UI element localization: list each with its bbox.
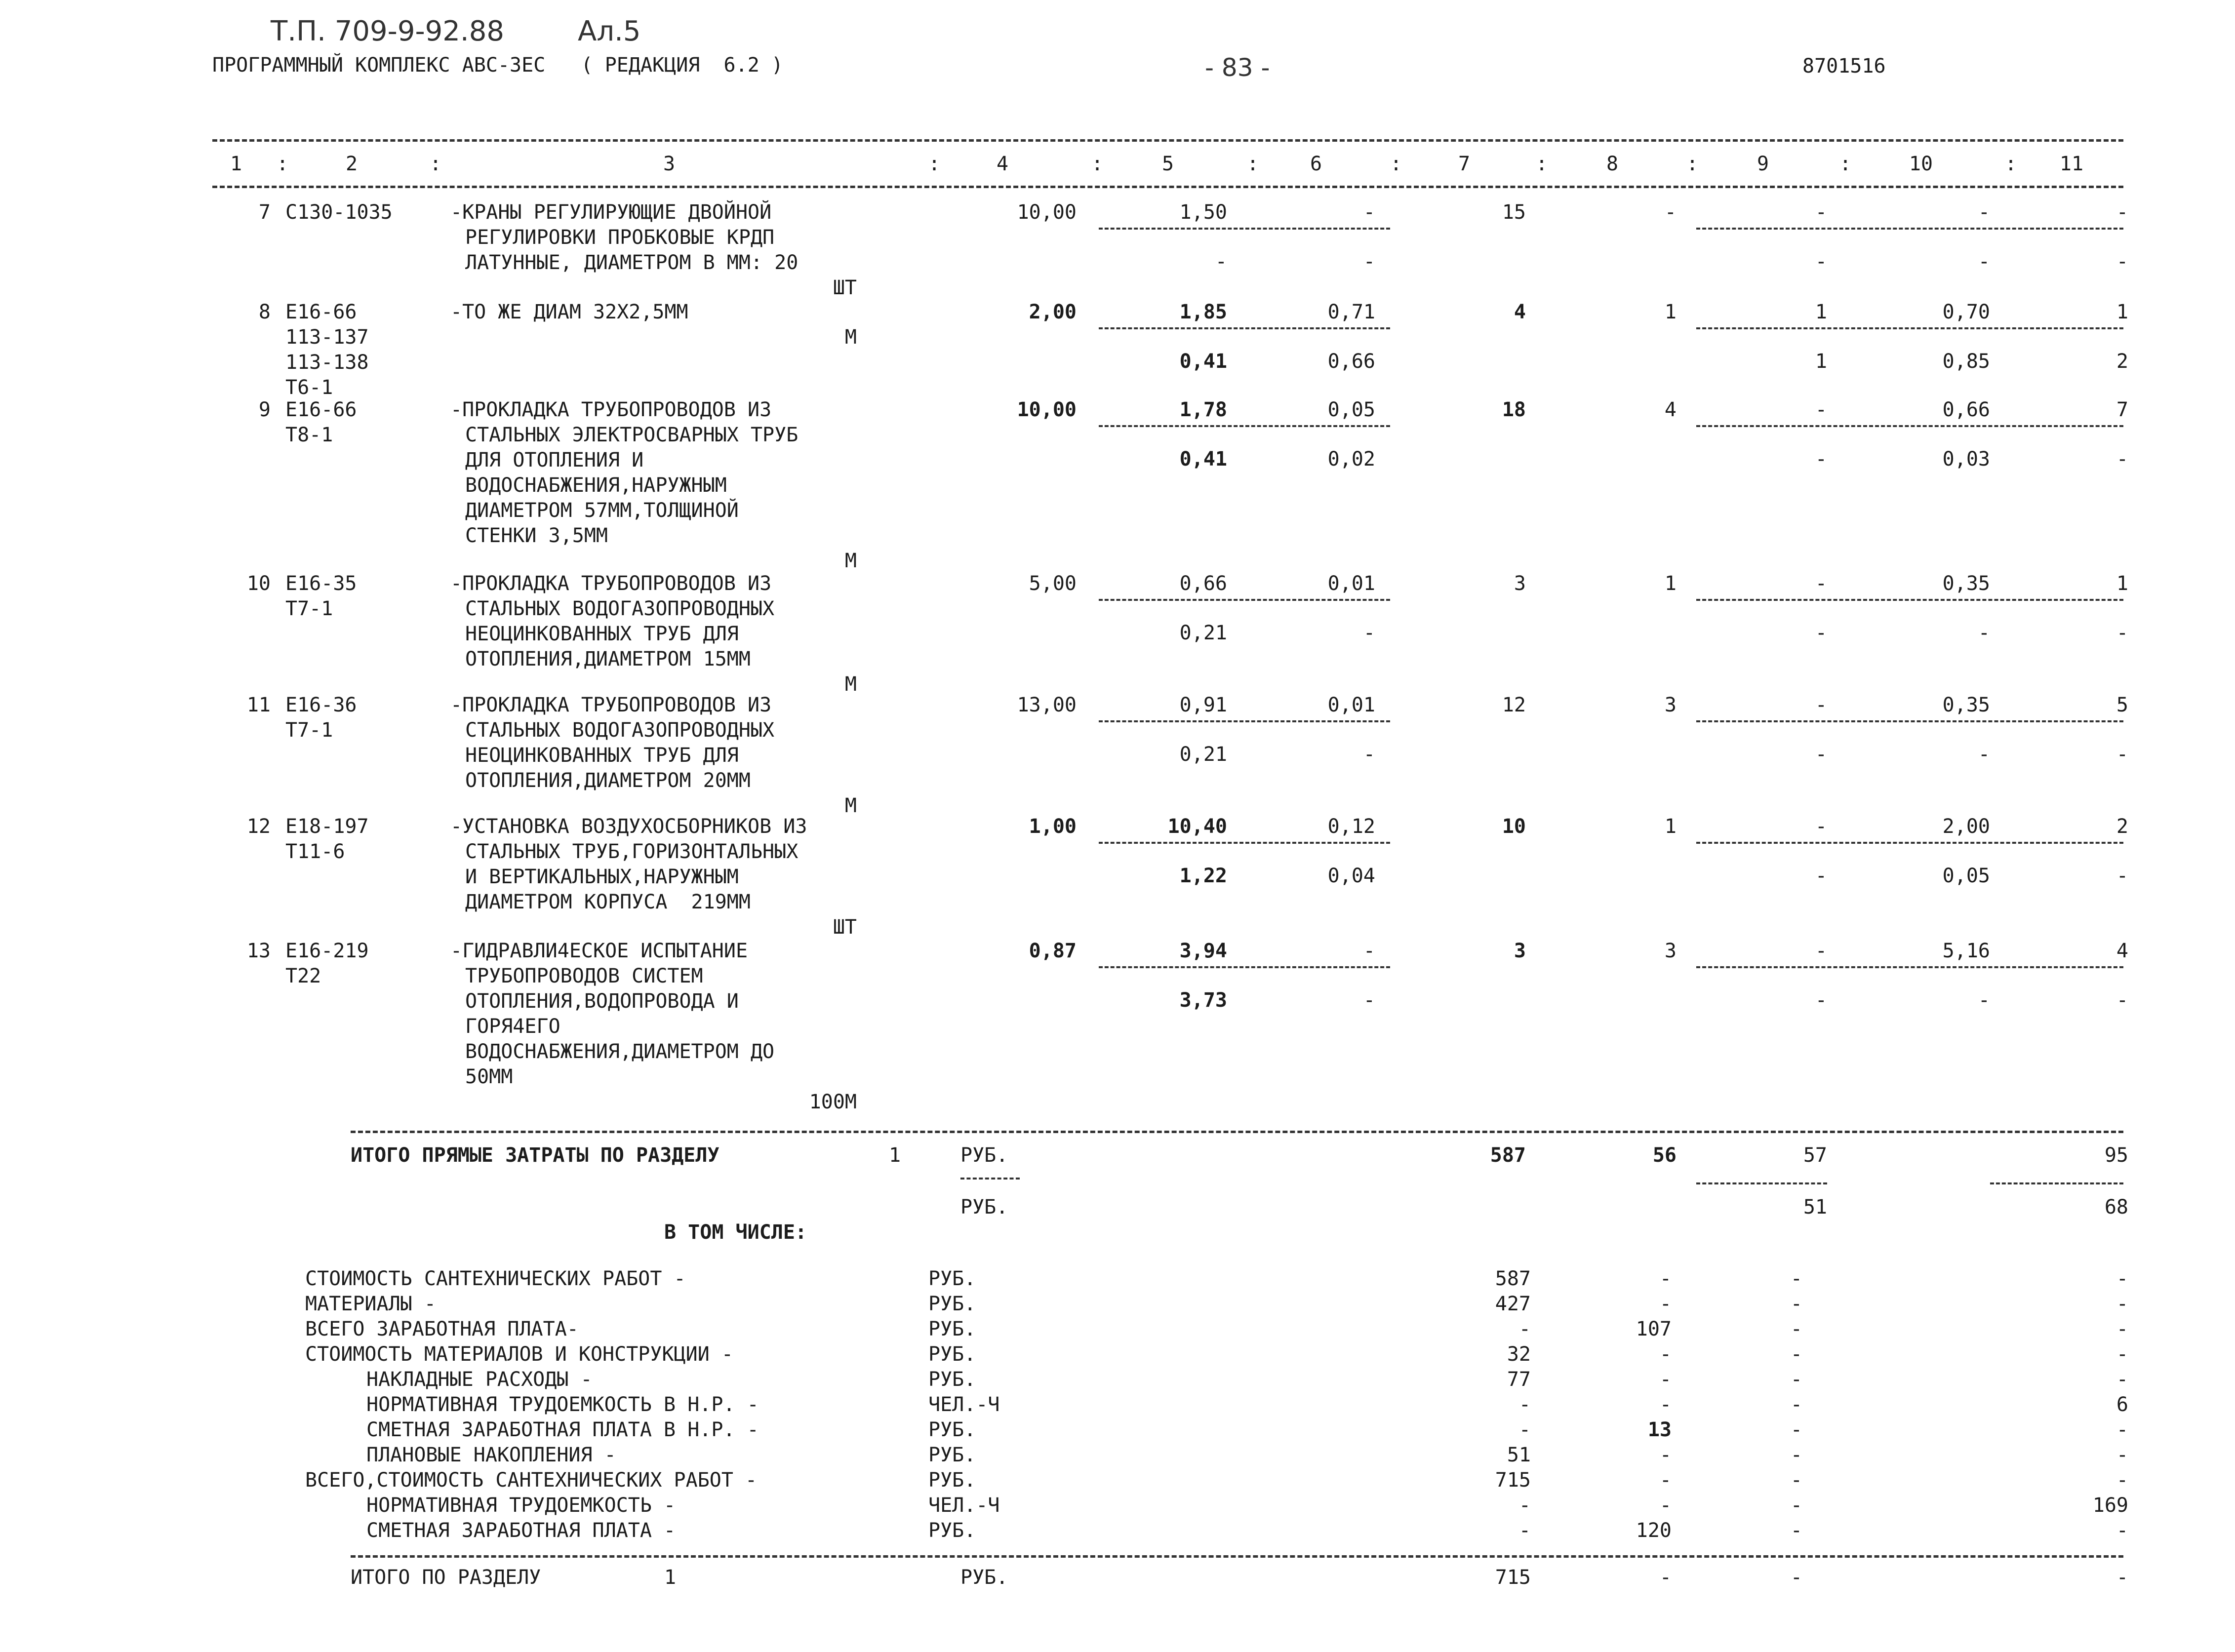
summary-labor: - — [1659, 1343, 1672, 1366]
summary-hours: 169 — [2092, 1494, 2128, 1517]
summary-unit: РУБ. — [928, 1519, 976, 1542]
machine-hours-total: 2 — [2116, 350, 2128, 373]
summary-unit: РУБ. — [928, 1343, 976, 1366]
work-description: СТЕНКИ 3,5ММ — [465, 524, 608, 547]
machine-wage: - — [1815, 250, 1827, 273]
labor-cost: 1 — [1664, 301, 1676, 323]
column-header-2: 2 — [345, 153, 358, 175]
fraction-rule — [1696, 966, 2123, 968]
labor-cost: 1 — [1664, 815, 1676, 838]
unit-machine-wage: 0,04 — [1327, 865, 1375, 887]
summary-label: СМЕТНАЯ ЗАРАБОТНАЯ ПЛАТА В Н.Р. - — [366, 1418, 759, 1441]
summary-cost: - — [1518, 1519, 1531, 1542]
unit-cost-total: 10,40 — [1167, 815, 1227, 838]
rate-code: Т22 — [285, 965, 321, 987]
summary-cost: 715 — [1495, 1469, 1531, 1492]
summary-hours: - — [2116, 1368, 2128, 1391]
unit-cost-total: 1,50 — [1179, 201, 1227, 224]
machine-hours-total: - — [2116, 448, 2128, 471]
machine-cost: 1 — [1815, 301, 1827, 323]
work-description: ДИАМЕТРОМ 57ММ,ТОЛЩИНОЙ — [465, 499, 739, 522]
total-cost: 3 — [1514, 940, 1526, 962]
total-cost: 18 — [1502, 398, 1526, 421]
quantity-value: 1,00 — [1029, 815, 1077, 838]
program-title: ПРОГРАММНЫЙ КОМПЛЕКС АВС-3ЕС ( РЕДАКЦИЯ 6.2 ) — [212, 54, 783, 77]
summary-machines: - — [1790, 1494, 1802, 1517]
machine-cost: - — [1815, 694, 1827, 716]
summary-label: СТОИМОСТЬ САНТЕХНИЧЕСКИХ РАБОТ - — [305, 1267, 686, 1290]
labor-cost: 3 — [1664, 694, 1676, 716]
summary-hours: - — [2116, 1293, 2128, 1315]
summary-labor: - — [1659, 1393, 1672, 1416]
summary-label: СТОИМОСТЬ МАТЕРИАЛОВ И КОНСТРУКЦИИ - — [305, 1343, 733, 1366]
section-total-top-rule — [351, 1555, 2123, 1558]
summary-unit: РУБ. — [928, 1267, 976, 1290]
fraction-rule — [1099, 228, 1390, 230]
machine-wage: - — [1815, 989, 1827, 1012]
machine-hours-total: - — [2116, 743, 2128, 766]
unit-cost-machines: 0,71 — [1327, 301, 1375, 323]
summary-cost: 77 — [1507, 1368, 1531, 1391]
column-header-3: 3 — [663, 153, 676, 175]
summary-unit: ЧЕЛ.-Ч — [928, 1494, 1000, 1517]
work-description: -УСТАНОВКА ВОЗДУХОСБОРНИКОВ ИЗ — [450, 815, 807, 838]
column-separator: : — [1686, 153, 1699, 175]
summary-hours: - — [2116, 1267, 2128, 1290]
column-header-1: 1 — [230, 153, 242, 175]
total-cost: 12 — [1502, 694, 1526, 716]
direct-total-top-rule — [351, 1131, 2123, 1133]
summary-machines: - — [1790, 1293, 1802, 1315]
unit-wage: - — [1215, 250, 1227, 273]
unit-wage: 0,21 — [1179, 622, 1227, 644]
page-number: - 83 - — [1205, 53, 1270, 82]
direct-total-machine-wage: 51 — [1803, 1196, 1827, 1219]
unit-cost-machines: 0,12 — [1327, 815, 1375, 838]
machine-cost: - — [1815, 398, 1827, 421]
summary-labor: - — [1659, 1494, 1672, 1517]
fraction-rule — [1099, 966, 1390, 968]
labor-hours-total: 2 — [2116, 815, 2128, 838]
item-number: 8 — [258, 301, 271, 323]
total-cost: 15 — [1502, 201, 1526, 224]
rate-code: 113-138 — [285, 351, 369, 374]
labor-hours-total: 4 — [2116, 940, 2128, 962]
work-description: ВОДОСНАБЖЕНИЯ,НАРУЖНЫМ — [465, 474, 727, 497]
unit-cost-total: 1,85 — [1179, 301, 1227, 323]
unit-machine-wage: - — [1363, 250, 1375, 273]
fraction-rule — [1696, 228, 2123, 230]
machine-hours-unit: 0,05 — [1942, 865, 1990, 887]
summary-label: НОРМАТИВНАЯ ТРУДОЕМКОСТЬ В Н.Р. - — [366, 1393, 759, 1416]
work-description: СТАЛЬНЫХ ВОДОГАЗОПРОВОДНЫХ — [465, 719, 775, 742]
fraction-rule — [960, 1178, 1020, 1180]
machine-hours-unit: - — [1978, 622, 1990, 644]
item-number: 13 — [246, 940, 271, 962]
unit-of-measure: М — [844, 794, 857, 817]
column-separator: : — [1536, 153, 1548, 175]
machine-hours-unit: 0,85 — [1942, 350, 1990, 373]
summary-labor: - — [1659, 1444, 1672, 1466]
summary-cost: 427 — [1495, 1293, 1531, 1315]
work-description: ГОРЯ4ЕГО — [465, 1015, 560, 1038]
summary-machines: - — [1790, 1444, 1802, 1466]
unit-of-measure: 100М — [809, 1091, 857, 1113]
summary-hours: 6 — [2116, 1393, 2128, 1416]
column-header-7: 7 — [1458, 153, 1471, 175]
unit-wage: 3,73 — [1179, 989, 1227, 1012]
unit-of-measure: ШТ — [833, 276, 857, 299]
machine-hours-unit: 0,03 — [1942, 448, 1990, 471]
column-header-9: 9 — [1756, 153, 1769, 175]
fraction-rule — [1099, 327, 1390, 329]
labor-hours-total: 7 — [2116, 398, 2128, 421]
summary-label: ПЛАНОВЫЕ НАКОПЛЕНИЯ - — [366, 1444, 616, 1466]
column-header-10: 10 — [1909, 153, 1933, 175]
rate-code: Т7-1 — [285, 719, 333, 742]
labor-hours-unit: 0,66 — [1942, 398, 1990, 421]
section-total-hours: - — [2116, 1566, 2128, 1589]
summary-labor: 107 — [1636, 1318, 1672, 1340]
summary-cost: - — [1518, 1393, 1531, 1416]
machine-cost: - — [1815, 572, 1827, 595]
item-number: 10 — [246, 572, 271, 595]
quantity-value: 10,00 — [1017, 398, 1077, 421]
direct-total-machines: 57 — [1803, 1144, 1827, 1167]
machine-wage: - — [1815, 622, 1827, 644]
quantity-value: 5,00 — [1029, 572, 1077, 595]
rate-code: Е16-219 — [285, 940, 369, 962]
column-header-11: 11 — [2059, 153, 2084, 175]
work-description: ДЛЯ ОТОПЛЕНИЯ И — [465, 449, 644, 472]
work-description: И ВЕРТИКАЛЬНЫХ,НАРУЖНЫМ — [465, 865, 739, 888]
quantity-value: 10,00 — [1017, 201, 1077, 224]
work-description: -ПРОКЛАДКА ТРУБОПРОВОДОВ ИЗ — [450, 694, 772, 716]
direct-total-labor: 56 — [1652, 1144, 1676, 1167]
summary-unit: РУБ. — [928, 1368, 976, 1391]
machine-hours-total: - — [2116, 989, 2128, 1012]
total-cost: 4 — [1514, 301, 1526, 323]
labor-cost: 3 — [1664, 940, 1676, 962]
summary-cost: 32 — [1507, 1343, 1531, 1366]
direct-total-hours: 95 — [2104, 1144, 2128, 1167]
unit-cost-total: 3,94 — [1179, 940, 1227, 962]
column-separator: : — [430, 153, 442, 175]
machine-cost: - — [1815, 940, 1827, 962]
column-separator: : — [1390, 153, 1402, 175]
summary-labor: - — [1659, 1293, 1672, 1315]
section-total-cost: 715 — [1495, 1566, 1531, 1589]
fraction-rule — [1696, 425, 2123, 427]
album-number: Ал.5 — [578, 15, 641, 47]
quantity-value: 2,00 — [1029, 301, 1077, 323]
rate-code: С130-1035 — [285, 201, 393, 224]
fraction-rule — [1696, 599, 2123, 601]
work-description: 50ММ — [465, 1065, 513, 1088]
summary-hours: - — [2116, 1444, 2128, 1466]
summary-unit: ЧЕЛ.-Ч — [928, 1393, 1000, 1416]
fraction-rule — [1696, 327, 2123, 329]
summary-cost: - — [1518, 1494, 1531, 1517]
header-bottom-rule — [212, 186, 2123, 188]
summary-label: СМЕТНАЯ ЗАРАБОТНАЯ ПЛАТА - — [366, 1519, 676, 1542]
unit-cost-total: 0,91 — [1179, 694, 1227, 716]
labor-hours-total: 1 — [2116, 301, 2128, 323]
labor-hours-unit: 2,00 — [1942, 815, 1990, 838]
unit-cost-total: 1,78 — [1179, 398, 1227, 421]
unit-of-measure: М — [844, 673, 857, 696]
unit-cost-machines: 0,01 — [1327, 694, 1375, 716]
total-cost: 10 — [1502, 815, 1526, 838]
work-description: ЛАТУННЫЕ, ДИАМЕТРОМ В ММ: 20 — [465, 251, 798, 274]
summary-unit: РУБ. — [928, 1318, 976, 1340]
column-header-8: 8 — [1606, 153, 1619, 175]
summary-machines: - — [1790, 1368, 1802, 1391]
fraction-rule — [1696, 842, 2123, 844]
unit-cost-machines: - — [1363, 201, 1375, 224]
summary-label: ВСЕГО,СТОИМОСТЬ САНТЕХНИЧЕСКИХ РАБОТ - — [305, 1469, 758, 1492]
labor-cost: 1 — [1664, 572, 1676, 595]
summary-machines: - — [1790, 1393, 1802, 1416]
summary-hours: - — [2116, 1469, 2128, 1492]
work-description: -ПРОКЛАДКА ТРУБОПРОВОДОВ ИЗ — [450, 572, 772, 595]
unit-wage: 1,22 — [1179, 865, 1227, 887]
work-description: НЕОЦИНКОВАННЫХ ТРУБ ДЛЯ — [465, 744, 739, 767]
direct-total-label: ИТОГО ПРЯМЫЕ ЗАТРАТЫ ПО РАЗДЕЛУ — [351, 1144, 719, 1167]
item-number: 9 — [258, 398, 271, 421]
work-description: СТАЛЬНЫХ ВОДОГАЗОПРОВОДНЫХ — [465, 597, 775, 620]
column-header-5: 5 — [1161, 153, 1174, 175]
quantity-value: 13,00 — [1017, 694, 1077, 716]
summary-labor: - — [1659, 1469, 1672, 1492]
work-description: -ГИДРАВЛИ4ЕСКОЕ ИСПЫТАНИЕ — [450, 940, 748, 962]
rate-code: Е16-66 — [285, 301, 357, 323]
unit-wage: 0,41 — [1179, 350, 1227, 373]
work-description: СТАЛЬНЫХ ЭЛЕКТРОСВАРНЫХ ТРУБ — [465, 424, 798, 446]
labor-hours-total: - — [2116, 201, 2128, 224]
summary-unit: РУБ. — [928, 1418, 976, 1441]
unit-wage: 0,21 — [1179, 743, 1227, 766]
labor-hours-unit: 0,70 — [1942, 301, 1990, 323]
machine-cost: - — [1815, 201, 1827, 224]
rate-code: Е18-197 — [285, 815, 369, 838]
column-separator: : — [277, 153, 289, 175]
summary-hours: - — [2116, 1343, 2128, 1366]
column-separator: : — [1247, 153, 1259, 175]
section-total-section: 1 — [664, 1566, 677, 1589]
summary-cost: - — [1518, 1318, 1531, 1340]
rate-code: Т11-6 — [285, 840, 345, 863]
summary-unit: РУБ. — [928, 1469, 976, 1492]
machine-wage: 1 — [1815, 350, 1827, 373]
rate-code: Е16-36 — [285, 694, 357, 716]
section-total-unit: РУБ. — [960, 1566, 1008, 1589]
document-code: Т.П. 709-9-92.88 — [271, 15, 504, 47]
unit-cost-machines: 0,05 — [1327, 398, 1375, 421]
direct-total-cost: 587 — [1490, 1144, 1526, 1167]
summary-labor: 120 — [1636, 1519, 1672, 1542]
unit-machine-wage: 0,02 — [1327, 448, 1375, 471]
summary-cost: 51 — [1507, 1444, 1531, 1466]
machine-wage: - — [1815, 448, 1827, 471]
document-number: 8701516 — [1802, 55, 1886, 78]
work-description: -ТО ЖЕ ДИАМ 32Х2,5ММ — [450, 301, 688, 323]
direct-total-unit: РУБ. — [960, 1144, 1008, 1167]
unit-cost-total: 0,66 — [1179, 572, 1227, 595]
total-cost: 3 — [1514, 572, 1526, 595]
work-description: НЕОЦИНКОВАННЫХ ТРУБ ДЛЯ — [465, 623, 739, 645]
work-description: ТРУБОПРОВОДОВ СИСТЕМ — [465, 965, 703, 987]
machine-wage: - — [1815, 743, 1827, 766]
summary-machines: - — [1790, 1267, 1802, 1290]
machine-hours-unit: - — [1978, 250, 1990, 273]
summary-label: НОРМАТИВНАЯ ТРУДОЕМКОСТЬ - — [366, 1494, 676, 1517]
work-description: СТАЛЬНЫХ ТРУБ,ГОРИЗОНТАЛЬНЫХ — [465, 840, 798, 863]
machine-hours-total: - — [2116, 865, 2128, 887]
table-top-rule — [212, 139, 2123, 142]
column-header-6: 6 — [1310, 153, 1322, 175]
fraction-rule — [1099, 599, 1390, 601]
machine-wage: - — [1815, 865, 1827, 887]
summary-machines: - — [1790, 1519, 1802, 1542]
machine-hours-total: - — [2116, 250, 2128, 273]
summary-hours: - — [2116, 1318, 2128, 1340]
labor-cost: 4 — [1664, 398, 1676, 421]
column-separator: : — [2005, 153, 2017, 175]
work-description: -КРАНЫ РЕГУЛИРУЮЩИЕ ДВОЙНОЙ — [450, 201, 772, 224]
rate-code: Т7-1 — [285, 597, 333, 620]
summary-machines: - — [1790, 1469, 1802, 1492]
summary-labor: 13 — [1647, 1418, 1672, 1441]
labor-hours-unit: 0,35 — [1942, 694, 1990, 716]
fraction-rule — [1099, 425, 1390, 427]
rate-code: Е16-35 — [285, 572, 357, 595]
column-header-4: 4 — [996, 153, 1009, 175]
machine-hours-unit: - — [1978, 743, 1990, 766]
labor-hours-unit: - — [1978, 201, 1990, 224]
column-separator: : — [1839, 153, 1852, 175]
unit-machine-wage: - — [1363, 743, 1375, 766]
fraction-rule — [1099, 842, 1390, 844]
work-description: ОТОПЛЕНИЯ,ВОДОПРОВОДА И — [465, 990, 739, 1013]
summary-hours: - — [2116, 1519, 2128, 1542]
labor-hours-total: 1 — [2116, 572, 2128, 595]
unit-machine-wage: - — [1363, 989, 1375, 1012]
column-separator: : — [1091, 153, 1104, 175]
unit-wage: 0,41 — [1179, 448, 1227, 471]
unit-machine-wage: - — [1363, 622, 1375, 644]
work-description: ОТОПЛЕНИЯ,ДИАМЕТРОМ 15ММ — [465, 648, 751, 670]
quantity-value: 0,87 — [1029, 940, 1077, 962]
summary-cost: - — [1518, 1418, 1531, 1441]
summary-unit: РУБ. — [928, 1293, 976, 1315]
fraction-rule — [1990, 1182, 2123, 1184]
summary-label: НАКЛАДНЫЕ РАСХОДЫ - — [366, 1368, 593, 1391]
item-number: 7 — [258, 201, 271, 224]
labor-hours-unit: 5,16 — [1942, 940, 1990, 962]
fraction-rule — [1099, 720, 1390, 722]
summary-hours: - — [2116, 1418, 2128, 1441]
summary-unit: РУБ. — [928, 1444, 976, 1466]
labor-cost: - — [1664, 201, 1676, 224]
summary-labor: - — [1659, 1267, 1672, 1290]
labor-hours-total: 5 — [2116, 694, 2128, 716]
item-number: 12 — [246, 815, 271, 838]
unit-of-measure: М — [844, 326, 857, 349]
section-total-machines: - — [1790, 1566, 1802, 1589]
section-total-label: ИТОГО ПО РАЗДЕЛУ — [351, 1566, 541, 1589]
work-description: -ПРОКЛАДКА ТРУБОПРОВОДОВ ИЗ — [450, 398, 772, 421]
summary-machines: - — [1790, 1418, 1802, 1441]
unit-cost-machines: 0,01 — [1327, 572, 1375, 595]
rate-code: Е16-66 — [285, 398, 357, 421]
fraction-rule — [1696, 720, 2123, 722]
unit-machine-wage: 0,66 — [1327, 350, 1375, 373]
summary-label: МАТЕРИАЛЫ - — [305, 1293, 436, 1315]
direct-total-unit-2: РУБ. — [960, 1196, 1008, 1219]
work-description: ВОДОСНАБЖЕНИЯ,ДИАМЕТРОМ ДО — [465, 1040, 775, 1063]
direct-total-machine-hours: 68 — [2104, 1196, 2128, 1219]
labor-hours-unit: 0,35 — [1942, 572, 1990, 595]
section-total-labor: - — [1659, 1566, 1672, 1589]
work-description: ДИАМЕТРОМ КОРПУСА 219ММ — [465, 891, 751, 913]
work-description: РЕГУЛИРОВКИ ПРОБКОВЫЕ КРДП — [465, 226, 775, 249]
unit-of-measure: ШТ — [833, 916, 857, 939]
column-separator: : — [928, 153, 941, 175]
summary-machines: - — [1790, 1318, 1802, 1340]
rate-code: Т6-1 — [285, 376, 333, 399]
unit-of-measure: М — [844, 550, 857, 572]
including-heading: В ТОМ ЧИСЛЕ: — [664, 1221, 807, 1244]
unit-cost-machines: - — [1363, 940, 1375, 962]
machine-cost: - — [1815, 815, 1827, 838]
fraction-rule — [1696, 1182, 1827, 1184]
machine-hours-total: - — [2116, 622, 2128, 644]
machine-hours-unit: - — [1978, 989, 1990, 1012]
work-description: ОТОПЛЕНИЯ,ДИАМЕТРОМ 20ММ — [465, 769, 751, 792]
summary-cost: 587 — [1495, 1267, 1531, 1290]
direct-total-section: 1 — [889, 1144, 901, 1167]
item-number: 11 — [246, 694, 271, 716]
summary-labor: - — [1659, 1368, 1672, 1391]
rate-code: 113-137 — [285, 326, 369, 349]
summary-label: ВСЕГО ЗАРАБОТНАЯ ПЛАТА- — [305, 1318, 579, 1340]
summary-machines: - — [1790, 1343, 1802, 1366]
rate-code: Т8-1 — [285, 424, 333, 446]
